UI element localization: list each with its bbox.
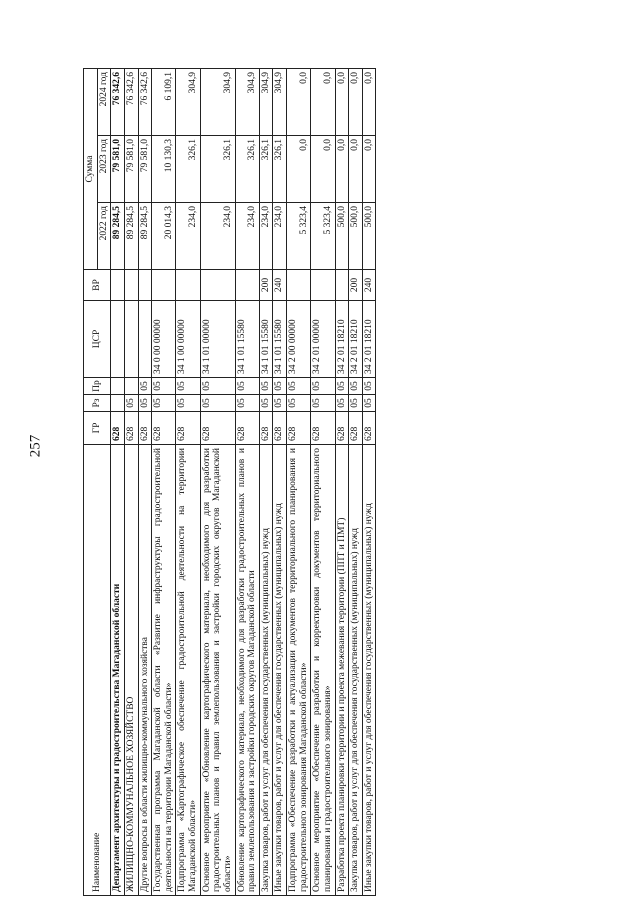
- row-pr: 05: [287, 378, 311, 395]
- header-vr: ВР: [84, 270, 111, 301]
- row-rz: 05: [152, 395, 176, 412]
- row-csr: 34 2 00 00000: [287, 301, 311, 378]
- row-pr: 05: [259, 378, 273, 395]
- row-2022: 234,0: [273, 203, 287, 270]
- row-vr: 200: [259, 270, 273, 301]
- row-name: Закупка товаров, работ и услуг для обеспечения государственных (муниципальных) нужд: [259, 445, 273, 896]
- row-gr: 628: [124, 412, 138, 445]
- row-2023: 326,1: [259, 136, 273, 203]
- row-csr: 34 2 01 18210: [335, 301, 349, 378]
- row-2024: 0,0: [311, 69, 335, 136]
- header-rz: Рз: [84, 395, 111, 412]
- table-row: [200, 69, 235, 896]
- row-2022: 234,0: [200, 203, 235, 270]
- row-csr: 34 2 01 00000: [311, 301, 335, 378]
- row-name: Государственная программа Магаданской области «Развитие инфраструктуры градостроительной деятельности на территории Магаданской области»: [152, 445, 176, 896]
- row-name: Разработка проекта планировки территории и проекта межевания территории (ППТ и ПМТ): [335, 445, 349, 896]
- row-gr: 628: [138, 412, 152, 445]
- page-number: 257: [27, 434, 44, 458]
- row-rz: 05: [124, 395, 138, 412]
- row-rz: 05: [362, 395, 376, 412]
- row-rz: 05: [335, 395, 349, 412]
- row-name: Подпрограмма «Обеспечение разработки и актуализации документов территориального планирования и градостроительного зонирования Магаданской области»: [287, 445, 311, 896]
- row-2022: 5 323,4: [311, 203, 335, 270]
- row-2024: 304,9: [200, 69, 235, 136]
- row-rz: 05: [138, 395, 152, 412]
- row-gr: 628: [200, 412, 235, 445]
- row-2023: 79 581,0: [111, 136, 125, 203]
- row-2023: 0,0: [311, 136, 335, 203]
- table-row: [311, 69, 335, 896]
- header-gr: ГР: [84, 412, 111, 445]
- header-csr: ЦСР: [84, 301, 111, 378]
- row-2022: 500,0: [349, 203, 363, 270]
- row-rz: [111, 395, 125, 412]
- row-pr: 05: [335, 378, 349, 395]
- row-vr: [200, 270, 235, 301]
- row-2023: 0,0: [362, 136, 376, 203]
- table-row: [349, 69, 363, 896]
- row-2024: 304,9: [259, 69, 273, 136]
- row-pr: [111, 378, 125, 395]
- row-2022: 89 284,5: [124, 203, 138, 270]
- row-pr: 05: [138, 378, 152, 395]
- row-rz: 05: [349, 395, 363, 412]
- table-header-row: [84, 69, 98, 896]
- row-csr: 34 2 01 18210: [362, 301, 376, 378]
- row-csr: 34 1 01 15580: [273, 301, 287, 378]
- row-gr: 628: [111, 412, 125, 445]
- row-2023: 0,0: [287, 136, 311, 203]
- row-2023: 326,1: [176, 136, 200, 203]
- row-2024: 304,9: [235, 69, 259, 136]
- row-rz: 05: [259, 395, 273, 412]
- row-2024: 0,0: [335, 69, 349, 136]
- row-name: Иные закупки товаров, работ и услуг для обеспечения государственных (муниципальных) нужд: [362, 445, 376, 896]
- row-gr: 628: [152, 412, 176, 445]
- header-2024: 2024 год: [97, 69, 111, 136]
- table-row: [335, 69, 349, 896]
- row-2024: 76 342,6: [111, 69, 125, 136]
- row-name: Иные закупки товаров, работ и услуг для обеспечения государственных (муниципальных) нужд: [273, 445, 287, 896]
- row-csr: 34 0 00 00000: [152, 301, 176, 378]
- row-2023: 0,0: [349, 136, 363, 203]
- table-row: [152, 69, 176, 896]
- table-row: [124, 69, 138, 896]
- row-pr: 05: [362, 378, 376, 395]
- row-name: Основное мероприятие «Обновление картографического материала, необходимого для разработки градостроительных планов и правил землепользования и застройки городских округов Магаданской области»: [200, 445, 235, 896]
- row-vr: 200: [349, 270, 363, 301]
- row-2022: 500,0: [335, 203, 349, 270]
- row-2023: 326,1: [273, 136, 287, 203]
- row-gr: 628: [335, 412, 349, 445]
- row-rz: 05: [287, 395, 311, 412]
- row-vr: [152, 270, 176, 301]
- row-csr: [124, 301, 138, 378]
- header-sum: Сумма: [84, 69, 98, 270]
- row-pr: 05: [152, 378, 176, 395]
- budget-table: [83, 68, 376, 896]
- row-vr: [124, 270, 138, 301]
- row-2024: 0,0: [349, 69, 363, 136]
- row-2024: 304,9: [176, 69, 200, 136]
- row-name: Подпрограмма «Картографическое обеспечение градостроительной деятельности на территории Магаданской области»: [176, 445, 200, 896]
- row-2022: 234,0: [176, 203, 200, 270]
- row-rz: 05: [176, 395, 200, 412]
- row-rz: 05: [200, 395, 235, 412]
- row-2024: 76 342,6: [138, 69, 152, 136]
- row-2023: 79 581,0: [138, 136, 152, 203]
- row-name: Закупка товаров, работ и услуг для обеспечения государственных (муниципальных) нужд: [349, 445, 363, 896]
- row-2022: 20 014,3: [152, 203, 176, 270]
- header-2022: 2022 год: [97, 203, 111, 270]
- table-row: [287, 69, 311, 896]
- row-2022: 234,0: [259, 203, 273, 270]
- row-rz: 05: [311, 395, 335, 412]
- row-2024: 76 342,6: [124, 69, 138, 136]
- row-pr: 05: [273, 378, 287, 395]
- row-2023: 10 130,3: [152, 136, 176, 203]
- row-2022: 234,0: [235, 203, 259, 270]
- header-pr: Пр: [84, 378, 111, 395]
- table-row: [362, 69, 376, 896]
- row-gr: 628: [311, 412, 335, 445]
- row-csr: 34 1 01 00000: [200, 301, 235, 378]
- row-gr: 628: [273, 412, 287, 445]
- row-vr: 240: [362, 270, 376, 301]
- row-gr: 628: [176, 412, 200, 445]
- row-2024: 6 109,1: [152, 69, 176, 136]
- header-2023: 2023 год: [97, 136, 111, 203]
- row-name: Обновление картографического материала, необходимого для разработки градостроительных планов и правил землепользования и застройки городских округов Магаданской области: [235, 445, 259, 896]
- row-gr: 628: [349, 412, 363, 445]
- row-csr: [138, 301, 152, 378]
- row-2024: 304,9: [273, 69, 287, 136]
- row-name: Другие вопросы в области жилищно-коммунального хозяйства: [138, 445, 152, 896]
- row-2024: 0,0: [362, 69, 376, 136]
- row-pr: 05: [200, 378, 235, 395]
- row-2022: 89 284,5: [138, 203, 152, 270]
- row-gr: 628: [235, 412, 259, 445]
- row-gr: 628: [259, 412, 273, 445]
- row-rz: 05: [273, 395, 287, 412]
- row-2022: 89 284,5: [111, 203, 125, 270]
- row-vr: [111, 270, 125, 301]
- row-pr: 05: [349, 378, 363, 395]
- row-2023: 326,1: [200, 136, 235, 203]
- row-vr: [311, 270, 335, 301]
- row-csr: [111, 301, 125, 378]
- row-pr: 05: [176, 378, 200, 395]
- table-row: [235, 69, 259, 896]
- rotated-page-content: [83, 68, 571, 896]
- row-pr: 05: [235, 378, 259, 395]
- row-pr: [124, 378, 138, 395]
- row-2024: 0,0: [287, 69, 311, 136]
- row-gr: 628: [287, 412, 311, 445]
- row-pr: 05: [311, 378, 335, 395]
- row-vr: [235, 270, 259, 301]
- table-row: [111, 69, 125, 896]
- row-csr: 34 1 01 15580: [259, 301, 273, 378]
- row-name: ЖИЛИЩНО-КОММУНАЛЬНОЕ ХОЗЯЙСТВО: [124, 445, 138, 896]
- table-row: [138, 69, 152, 896]
- row-2022: 500,0: [362, 203, 376, 270]
- row-2023: 0,0: [335, 136, 349, 203]
- row-vr: [287, 270, 311, 301]
- table-row: [273, 69, 287, 896]
- row-2023: 79 581,0: [124, 136, 138, 203]
- table-row: [176, 69, 200, 896]
- row-name: Департамент архитектуры и градостроительства Магаданской области: [111, 445, 125, 896]
- row-csr: 34 1 00 00000: [176, 301, 200, 378]
- row-vr: [138, 270, 152, 301]
- row-2022: 5 323,4: [287, 203, 311, 270]
- row-csr: 34 1 01 15580: [235, 301, 259, 378]
- row-2023: 326,1: [235, 136, 259, 203]
- row-name: Основное мероприятие «Обеспечение разработки и корректировки документов территориального планирования и градостроительного зонирования»: [311, 445, 335, 896]
- row-vr: 240: [273, 270, 287, 301]
- row-gr: 628: [362, 412, 376, 445]
- table-row: [259, 69, 273, 896]
- row-vr: [176, 270, 200, 301]
- header-name: Наименование: [84, 445, 111, 896]
- row-rz: 05: [235, 395, 259, 412]
- row-vr: [335, 270, 349, 301]
- row-csr: 34 2 01 18210: [349, 301, 363, 378]
